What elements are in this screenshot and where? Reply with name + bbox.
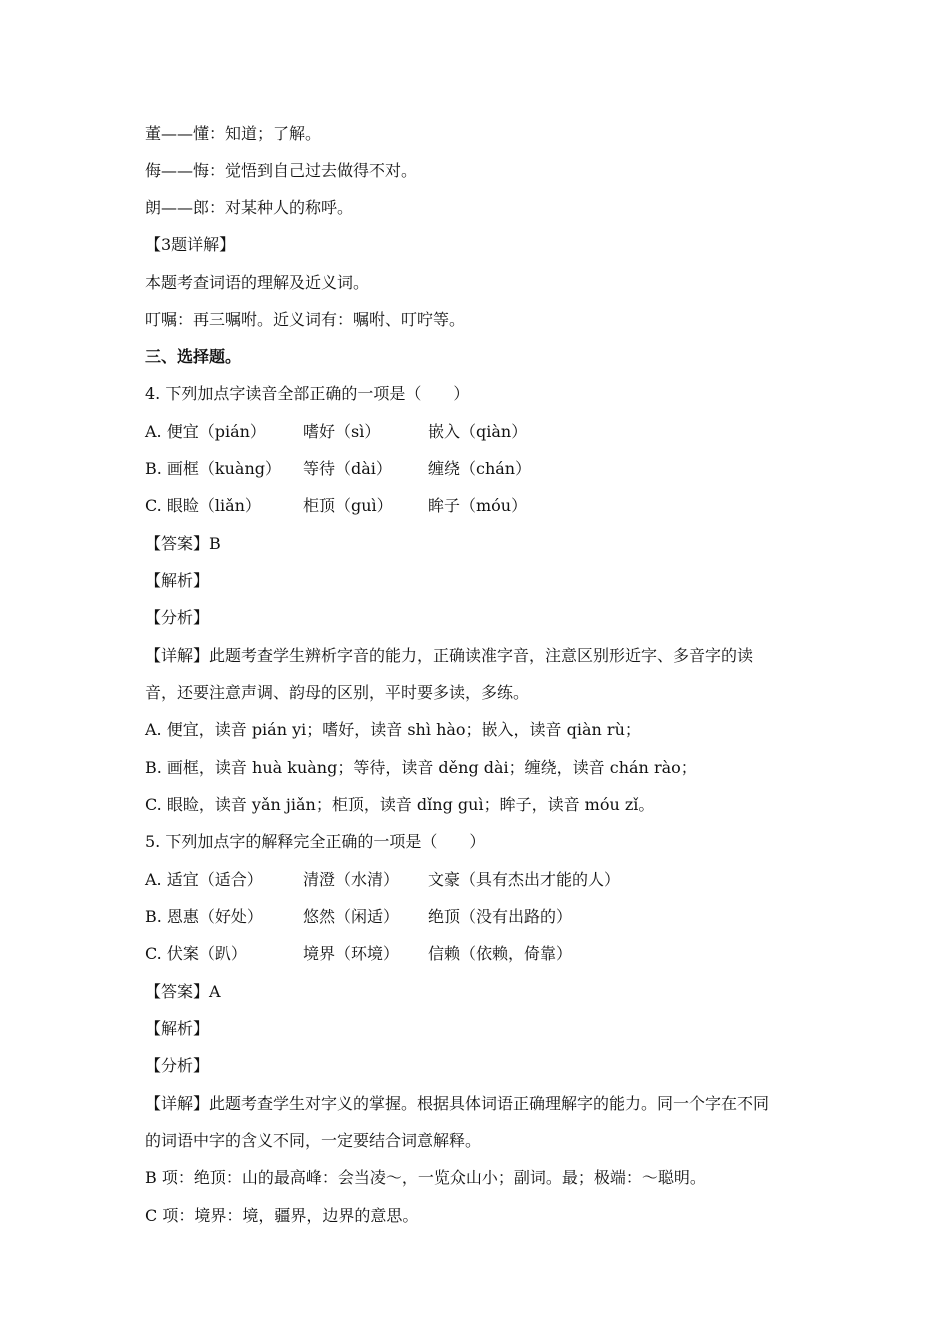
option-item: A. 便宜（pián） xyxy=(145,422,266,441)
option-item: A. 适宜（适合） xyxy=(145,870,263,889)
question-5-fenxi: 【分析】 xyxy=(145,1056,210,1075)
text-line: 侮——悔：觉悟到自己过去做得不对。 xyxy=(145,161,418,180)
option-item: 嗜好（sì） xyxy=(303,422,381,441)
option-item: C. 伏案（趴） xyxy=(145,944,247,963)
option-item: 嵌入（qiàn） xyxy=(428,422,528,441)
option-item: 悠然（闲适） xyxy=(303,907,400,926)
text-line: 朗——郎：对某种人的称呼。 xyxy=(145,198,354,217)
option-item: 信赖（依赖，倚靠） xyxy=(428,944,573,963)
question-4-explain: B. 画框，读音 huà kuàng；等待，读音 děng dài；缠绕，读音 chán rào； xyxy=(145,758,697,777)
text-line: 本题考查词语的理解及近义词。 xyxy=(145,273,370,292)
question-4-answer: 【答案】B xyxy=(145,534,221,553)
text-line: 叮嘱：再三嘱咐。近义词有：嘱咐、叮咛等。 xyxy=(145,310,466,329)
question-5-jiexi: 【解析】 xyxy=(145,1019,210,1038)
question-5-detail: 【详解】此题考查学生对字义的掌握。根据具体词语正确理解字的能力。同一个字在不同 xyxy=(145,1094,770,1113)
question-4-fenxi: 【分析】 xyxy=(145,608,210,627)
question-5-answer: 【答案】A xyxy=(145,982,221,1001)
option-item: 绝顶（没有出路的） xyxy=(428,907,573,926)
text-line: 【3题详解】 xyxy=(145,235,236,254)
option-item: C. 眼睑（liǎn） xyxy=(145,496,261,515)
option-item: 境界（环境） xyxy=(303,944,400,963)
option-item: 等待（dài） xyxy=(303,459,392,478)
text-line: 董——懂：知道；了解。 xyxy=(145,124,322,143)
question-4-detail: 音，还要注意声调、韵母的区别，平时要多读，多练。 xyxy=(145,683,530,702)
question-5-detail: 的词语中字的含义不同，一定要结合词意解释。 xyxy=(145,1131,482,1150)
question-4-explain: A. 便宜，读音 pián yi；嗜好，读音 shì hào；嵌入，读音 qiàn rù； xyxy=(145,720,641,739)
question-5-explain: B 项：绝顶：山的最高峰：会当凌～，一览众山小；副词。最；极端：～聪明。 xyxy=(145,1168,706,1187)
option-item: 柜顶（guì） xyxy=(303,496,393,515)
question-5-stem: 5. 下列加点字的解释完全正确的一项是（ ） xyxy=(145,832,486,851)
option-item: 清澄（水清） xyxy=(303,870,400,889)
question-5-explain: C 项：境界：境，疆界，边界的意思。 xyxy=(145,1206,419,1225)
question-4-jiexi: 【解析】 xyxy=(145,571,210,590)
option-item: 缠绕（chán） xyxy=(428,459,532,478)
option-item: B. 恩惠（好处） xyxy=(145,907,263,926)
question-4-detail: 【详解】此题考查学生辨析字音的能力，正确读准字音，注意区别形近字、多音字的读 xyxy=(145,646,754,665)
question-4-stem: 4. 下列加点字读音全部正确的一项是（ ） xyxy=(145,384,470,403)
option-item: 眸子（móu） xyxy=(428,496,528,515)
section-heading: 三、选择题。 xyxy=(145,347,242,366)
option-item: B. 画框（kuàng） xyxy=(145,459,282,478)
option-item: 文豪（具有杰出才能的人） xyxy=(428,870,621,889)
question-4-explain: C. 眼睑，读音 yǎn jiǎn；柜顶，读音 dǐng guì；眸子，读音 móu zǐ。 xyxy=(145,795,655,814)
